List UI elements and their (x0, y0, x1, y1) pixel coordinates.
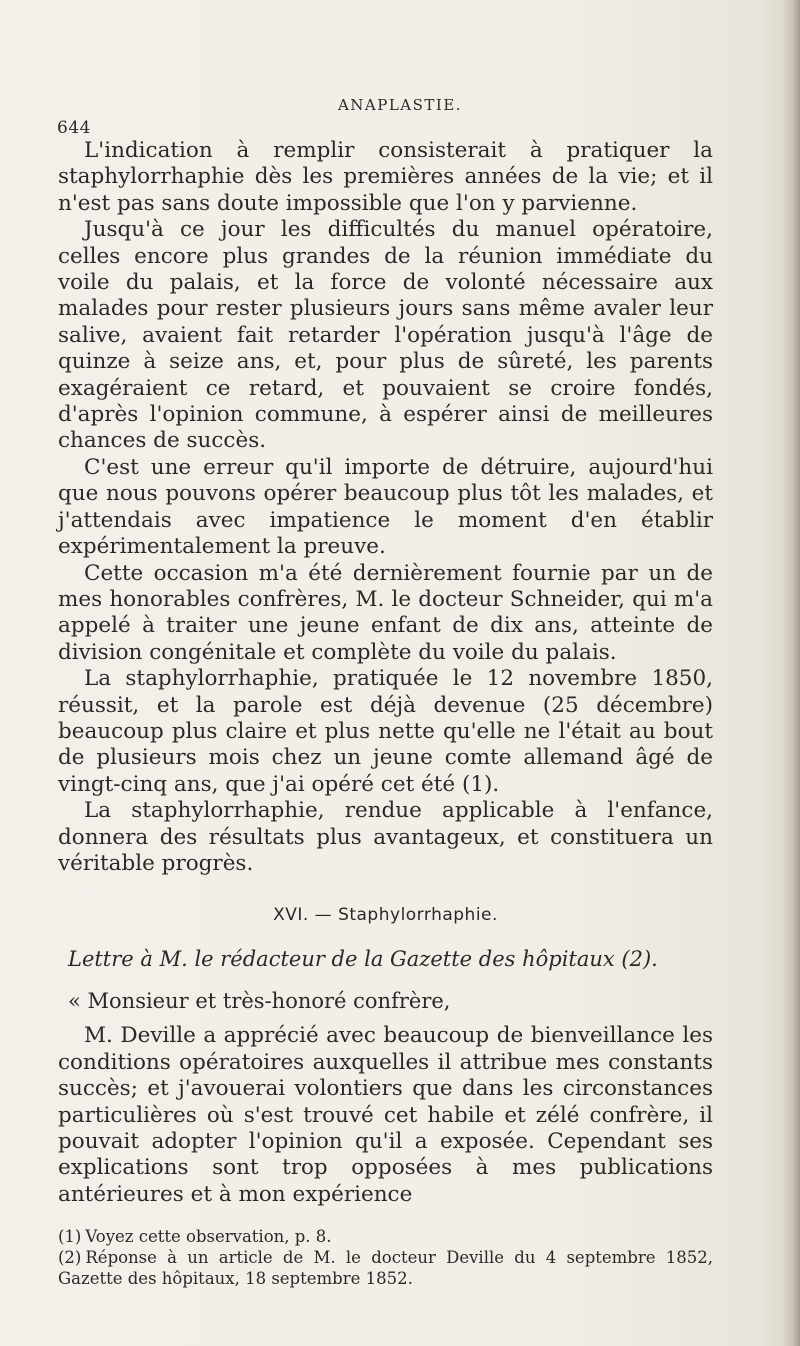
paragraph: L'indication à remplir consisterait à pratiquer la staphylorrhaphie dès les premières années de la vie; et il n'est pas sans doute impossible que l'on y parvienne. (58, 138, 713, 216)
footnote-mark: (1) (58, 1227, 82, 1247)
footnote-text: Réponse à un article de M. le docteur Deville du 4 septembre 1852, Gazette des hôpitaux, 18 septembre 1852. (58, 1248, 713, 1289)
paragraph: M. Deville a apprécié avec beaucoup de bienveillance les conditions opératoires auxquelles il attribue mes constants succès; et j'avouerai volontiers que dans les circonstances particulières où s'est trouvé cet habile et zélé confrère, il pouvait adopter l'opinion qu'il a exposée. Cependant ses explications sont trop opposées à mes publications antérieures et à mon expérience (58, 1023, 713, 1207)
footnotes (58, 1226, 713, 1289)
salutation: « Monsieur et très-honoré confrère, (68, 989, 451, 1014)
page-number: 644 (57, 118, 91, 138)
running-head: ANAPLASTIE. (337, 96, 463, 114)
section-title: XVI. — Staphylorrhaphie. (273, 905, 498, 926)
footnote-text: Voyez cette observation, p. 8. (85, 1227, 332, 1247)
letter-heading: Lettre à M. le rédacteur de la Gazette des hôpitaux (2). (68, 947, 658, 972)
footnote (58, 1247, 713, 1289)
paragraph: La staphylorrhaphie, pratiquée le 12 novembre 1850, réussit, et la parole est déjà devenue (25 décembre) beaucoup plus claire et plus nette qu'elle ne l'était au bout de plusieurs mois chez un jeune comte allemand âgé de vingt-cinq ans, que j'ai opéré cet été (1). (58, 666, 713, 797)
paragraph: C'est une erreur qu'il importe de détruire, aujourd'hui que nous pouvons opérer beaucoup plus tôt les malades, et j'attendais avec impatience le moment d'en établir expérimentalement la preuve. (58, 454, 713, 560)
footnote (58, 1226, 713, 1247)
main-text (58, 138, 713, 1289)
paragraph: Cette occasion m'a été dernièrement fournie par un de mes honorables confrères, M. le docteur Schneider, qui m'a appelé à traiter une jeune enfant de dix ans, atteinte de division congénitale et complète du voile du palais. (58, 560, 713, 665)
page-edge-shadow (782, 0, 800, 1346)
footnote-mark: (2) (58, 1248, 82, 1268)
paragraph: La staphylorrhaphie, rendue applicable à l'enfance, donnera des résultats plus avantageux, et constituera un véritable progrès. (58, 798, 713, 876)
paragraph: Jusqu'à ce jour les difficultés du manuel opératoire, celles encore plus grandes de la réunion immédiate du voile du palais, et la force de volonté nécessaire aux malades pour rester plusieurs jours sans même avaler leur salive, avaient fait retarder l'opération jusqu'à l'âge de quinze à seize ans, et, pour plus de sûreté, les parents exagéraient ce retard, et pouvaient se croire fondés, d'après l'opinion commune, à espérer ainsi de meilleures chances de succès. (58, 217, 713, 454)
